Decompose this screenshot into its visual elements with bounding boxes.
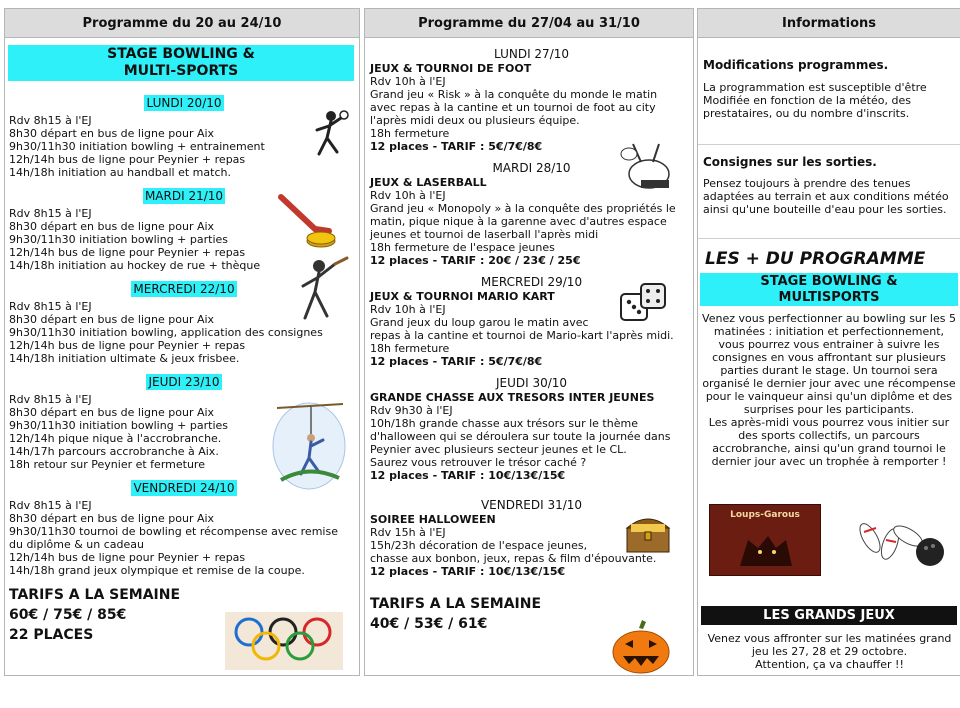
info-line: Venez vous perfectionner au bowling sur les 5 xyxy=(702,312,956,325)
wolf-icon xyxy=(710,522,820,574)
day-line: 8h30 départ en bus de ligne pour Aix xyxy=(9,406,215,419)
activity-title: SOIREE HALLOWEEN xyxy=(370,513,496,526)
day-line: 8h30 départ en bus de ligne pour Aix xyxy=(9,127,215,140)
price-line: 12 places - TARIF : 5€/7€/8€ xyxy=(370,355,543,368)
info-stage-banner xyxy=(700,273,958,306)
stage-description xyxy=(698,312,960,468)
grands-jeux-banner: LES GRANDS JEUX xyxy=(701,606,957,625)
accrobranche-icon xyxy=(271,394,347,490)
day-line: Rdv 8h15 à l'EJ xyxy=(9,114,92,127)
info-line: Les après-midi vous pourrez vous initier sur xyxy=(708,416,950,429)
activity-title: JEUX & LASERBALL xyxy=(370,176,487,189)
day-line: 12h/14h bus de ligne pour Peynier + repas xyxy=(9,551,246,564)
modifications-title: Modifications programmes. xyxy=(703,58,889,72)
info-line: consignes en vous affrontant sur plusieurs xyxy=(712,351,946,364)
price-line: 12 places - TARIF : 5€/7€/8€ xyxy=(370,140,543,153)
info-line: ainsi qu'une bouteille d'eau pour les sorties. xyxy=(703,203,947,216)
day-line: Rdv 10h à l'EJ xyxy=(370,189,446,202)
day-line: 14h/18h grand jeux olympique et remise de la coupe. xyxy=(9,564,305,577)
info-line: Venez vous affronter sur les matinées grand xyxy=(707,632,952,645)
info-stage-line2: MULTISPORTS xyxy=(778,290,880,305)
week2-day-block xyxy=(365,376,693,482)
baseball-player-icon xyxy=(291,256,351,326)
day-line: Peynier avec plusieurs secteur jeunes et le CL. xyxy=(370,443,627,456)
week1-stage-line2: MULTI-SPORTS xyxy=(123,63,239,79)
day-line: 9h30/11h30 initiation bowling, application des consignes xyxy=(9,326,323,339)
info-line: jeu les 27, 28 et 29 octobre. xyxy=(751,645,908,658)
day-label: MARDI 21/10 xyxy=(144,189,224,203)
pumpkin-icon xyxy=(611,620,671,674)
day-line: Grand jeux du loup garou le matin avec xyxy=(370,316,589,329)
day-line: 9h30/11h30 initiation bowling + entrainement xyxy=(9,140,265,153)
activity-title: JEUX & TOURNOI MARIO KART xyxy=(370,290,555,303)
day-line: Saurez vous retrouver le trésor caché ? xyxy=(370,456,587,469)
day-label: LUNDI 20/10 xyxy=(146,96,222,110)
week2-day-block xyxy=(365,47,693,153)
price-line: 12 places - TARIF : 10€/13€/15€ xyxy=(370,565,566,578)
info-header: Informations xyxy=(698,8,960,38)
day-line: Grand jeu « Monopoly » à la conquête des propriétés le xyxy=(370,202,676,215)
day-line: 8h30 départ en bus de ligne pour Aix xyxy=(9,220,215,233)
day-line: chasse aux bonbon, jeux, repas & film d'épouvante. xyxy=(370,552,657,565)
day-line: 14h/18h initiation ultimate & jeux frisbee. xyxy=(9,352,240,365)
day-line: d'halloween qui se déroulera sur toute la journée dans xyxy=(370,430,671,443)
day-line: Rdv 15h à l'EJ xyxy=(370,526,446,539)
day-line: Rdv 8h15 à l'EJ xyxy=(9,300,92,313)
info-line: Pensez toujours à prendre des tenues xyxy=(703,177,911,190)
info-line: Attention, ça va chauffer !! xyxy=(755,658,904,671)
consignes-title: Consignes sur les sorties. xyxy=(703,155,877,169)
activity-title: JEUX & TOURNOI DE FOOT xyxy=(370,62,532,75)
day-label: MERCREDI 22/10 xyxy=(133,282,235,296)
week2-tarif-title: TARIFS A LA SEMAINE xyxy=(370,596,542,612)
day-line: 12h/14h pique nique à l'accrobranche. xyxy=(9,432,222,445)
loups-garous-game-box xyxy=(709,504,821,576)
info-line: organisé le dernier jour avec une récompense xyxy=(702,377,956,390)
day-label: MARDI 28/10 xyxy=(492,161,571,175)
day-line: 14h/18h initiation au hockey de rue + thèque xyxy=(9,259,261,272)
day-line: 12h/14h bus de ligne pour Peynier + repas xyxy=(9,339,246,352)
day-label: JEUDI 30/10 xyxy=(495,376,568,390)
grands-jeux-text xyxy=(698,632,960,671)
day-line: 18h fermeture xyxy=(370,342,450,355)
day-label: JEUDI 23/10 xyxy=(148,375,220,389)
day-line: Rdv 8h15 à l'EJ xyxy=(9,207,92,220)
info-line: accrobranche, ainsi qu'un grand tournoi le xyxy=(712,442,946,455)
consignes-text xyxy=(698,177,960,216)
week2-column xyxy=(364,8,694,676)
activity-title: GRANDE CHASSE AUX TRESORS INTER JEUNES xyxy=(370,391,655,404)
week1-header: Programme du 20 au 24/10 xyxy=(5,8,359,38)
day-line: 14h/18h initiation au handball et match. xyxy=(9,166,231,179)
section-divider xyxy=(698,238,960,239)
game-box-label: Loups-Garous xyxy=(730,510,800,520)
info-line: vous pourrez vous entrainer à suivre les xyxy=(718,338,940,351)
rabbit-cartoon-icon xyxy=(619,140,681,194)
day-line: 18h retour sur Peynier et fermeture xyxy=(9,458,205,471)
info-line: matinées : initiation et perfectionnement, xyxy=(713,325,945,338)
day-line: Rdv 10h à l'EJ xyxy=(370,75,446,88)
info-line: des sports collectifs, un parcours xyxy=(738,429,920,442)
day-line: 9h30/11h30 initiation bowling + parties xyxy=(9,419,228,432)
section-divider xyxy=(698,144,960,145)
day-line: 14h/17h parcours accrobranche à Aix. xyxy=(9,445,219,458)
dice-icon xyxy=(617,280,671,330)
day-line: Grand jeu « Risk » à la conquête du monde le matin xyxy=(370,88,658,101)
day-line: Rdv 8h15 à l'EJ xyxy=(9,499,92,512)
info-stage-line1: STAGE BOWLING & xyxy=(760,274,898,289)
day-line: 12h/14h bus de ligne pour Peynier + repas xyxy=(9,246,246,259)
hockey-stick-icon xyxy=(275,193,345,253)
week1-stage-banner xyxy=(8,45,354,81)
week1-tarif-prices: 60€ / 75€ / 85€ xyxy=(9,607,127,623)
day-line: 9h30/11h30 initiation bowling + parties xyxy=(9,233,228,246)
week1-column xyxy=(4,8,360,676)
day-line: 12h/14h bus de ligne pour Peynier + repas xyxy=(9,153,246,166)
day-line: 8h30 départ en bus de ligne pour Aix xyxy=(9,313,215,326)
treasure-chest-icon xyxy=(623,510,673,556)
day-line: Rdv 10h à l'EJ xyxy=(370,303,446,316)
price-line: 12 places - TARIF : 20€ / 23€ / 25€ xyxy=(370,254,581,267)
info-column xyxy=(697,8,960,676)
day-line: jeunes et tournoi de laserball l'après midi xyxy=(370,228,599,241)
info-line: Modifiée en fonction de la météo, des xyxy=(703,94,911,107)
day-line: matin, pique nique à la garenne avec d'autres espace xyxy=(370,215,667,228)
week1-tarif-title: TARIFS A LA SEMAINE xyxy=(9,587,181,603)
day-line: du diplôme & un cadeau xyxy=(9,538,145,551)
day-line: 15h/23h décoration de l'espace jeunes, xyxy=(370,539,588,552)
week2-header: Programme du 27/04 au 31/10 xyxy=(365,8,693,38)
day-line: l'après midi deux ou plusieurs équipe. xyxy=(370,114,580,127)
day-line: 18h fermeture de l'espace jeunes xyxy=(370,241,555,254)
info-line: dernier jour avec un trophée à remporter ! xyxy=(711,455,947,468)
day-line: avec repas à la cantine et un tournoi de foot au city xyxy=(370,101,656,114)
week2-tarif-prices: 40€ / 53€ / 61€ xyxy=(370,616,488,632)
info-line: parties durant le stage. Un tournoi sera xyxy=(720,364,938,377)
day-line: 9h30/11h30 tournoi de bowling et récompense avec remise xyxy=(9,525,338,538)
week1-stage-line1: STAGE BOWLING & xyxy=(107,46,255,62)
info-line: pour le vainqueur ainsi qu'un diplôme et des xyxy=(705,390,953,403)
day-label: MERCREDI 29/10 xyxy=(480,275,583,289)
plus-programme-title: LES + DU PROGRAMME xyxy=(705,249,926,269)
handball-player-icon xyxy=(301,108,349,160)
day-line: Rdv 8h15 à l'EJ xyxy=(9,393,92,406)
day-label: LUNDI 27/10 xyxy=(493,47,570,61)
day-line: 18h fermeture xyxy=(370,127,450,140)
day-line: Rdv 9h30 à l'EJ xyxy=(370,404,453,417)
day-label: VENDREDI 31/10 xyxy=(480,498,583,512)
olympic-rings-icon xyxy=(225,612,343,670)
day-line: repas à la cantine et tournoi de Mario-kart l'après midi. xyxy=(370,329,674,342)
price-line: 12 places - TARIF : 10€/13€/15€ xyxy=(370,469,566,482)
info-line: adaptées au terrain et aux conditions météo xyxy=(703,190,949,203)
week1-day-block xyxy=(5,480,359,577)
info-line: La programmation est susceptible d'être xyxy=(703,81,927,94)
day-line: 10h/18h grande chasse aux trésors sur le thème xyxy=(370,417,638,430)
day-line: 8h30 départ en bus de ligne pour Aix xyxy=(9,512,215,525)
modifications-text xyxy=(698,81,960,120)
week1-tarif-places: 22 PLACES xyxy=(9,627,94,643)
info-line: prestataires, ou du nombre d'inscrits. xyxy=(703,107,910,120)
day-label: VENDREDI 24/10 xyxy=(133,481,235,495)
bowling-pins-icon xyxy=(846,508,954,574)
info-line: surprises pour les participants. xyxy=(743,403,915,416)
